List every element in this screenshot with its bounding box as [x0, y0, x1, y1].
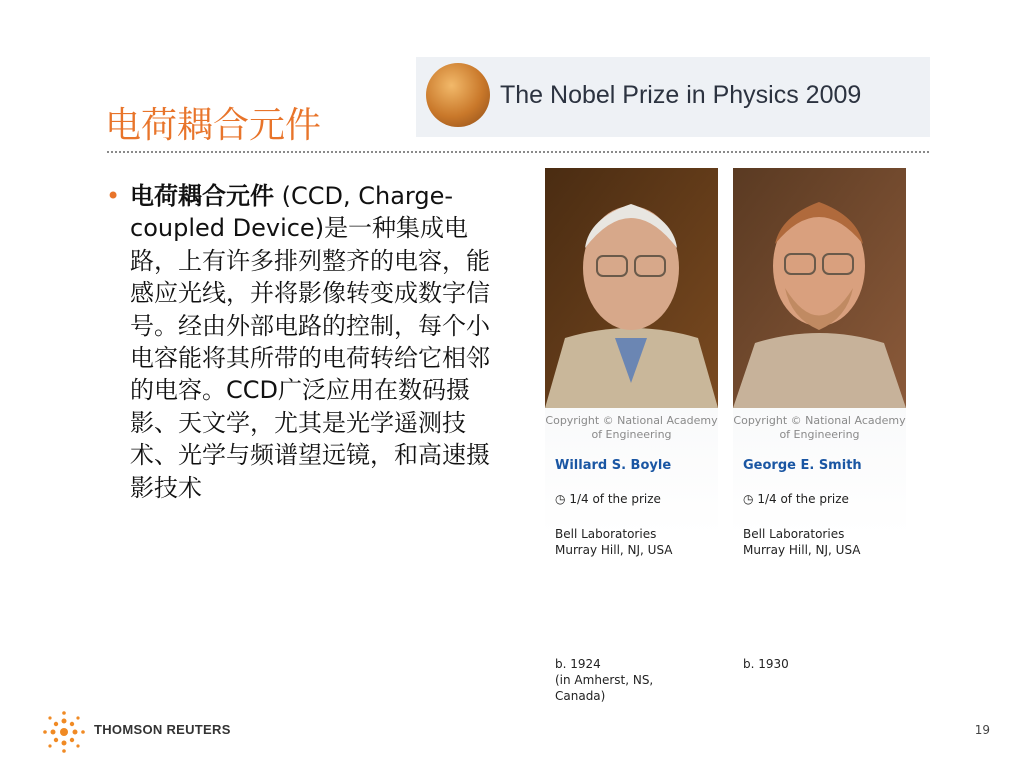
laureate-card-smith	[733, 168, 906, 628]
affiliation: Bell Laboratories Murray Hill, NJ, USA	[555, 527, 673, 558]
laureate-name-link[interactable]: George E. Smith	[743, 458, 862, 473]
laureate-card-boyle	[545, 168, 718, 628]
clock-icon: ◷	[555, 492, 566, 506]
portrait-photo	[545, 168, 718, 408]
title-divider	[107, 151, 929, 153]
page-number: 19	[974, 723, 990, 737]
brand-name: THOMSON REUTERS	[94, 722, 231, 737]
birth-info-smith: b. 1930	[743, 657, 789, 671]
bullet-bold-term: 电荷耦合元件	[130, 182, 274, 210]
clock-icon: ◷	[743, 492, 754, 506]
thomson-reuters-logo	[42, 710, 86, 754]
bullet-dot-icon: •	[106, 182, 121, 210]
photo-copyright: Copyright © National Academy of Engineering	[733, 414, 906, 442]
prize-share: ◷ 1/4 of the prize	[743, 492, 849, 506]
slide-title: 电荷耦合元件	[105, 105, 322, 146]
affiliation: Bell Laboratories Murray Hill, NJ, USA	[743, 527, 861, 558]
bullet-item	[106, 180, 506, 504]
laureate-name-link[interactable]: Willard S. Boyle	[555, 458, 672, 473]
banner-title: The Nobel Prize in Physics 2009	[500, 81, 862, 109]
birth-info-boyle: b. 1924 (in Amherst, NS, Canada)	[555, 657, 654, 704]
portrait-photo	[733, 168, 906, 408]
bullet-body: (CCD, Charge-coupled Device)是一种集成电路，上有许多排列整齐的电容，能感应光线，并将影像转变成数字信号。经由外部电路的控制，每个小电容能将其所带的电荷转给它相邻的电容。CCD广泛应用在数码摄影、天文学，尤其是光学遥测技术、光学与频谱望远镜，和高速摄影技术	[130, 182, 490, 502]
nobel-banner	[416, 57, 930, 137]
photo-copyright: Copyright © National Academy of Engineering	[545, 414, 718, 442]
prize-share: ◷ 1/4 of the prize	[555, 492, 661, 506]
medal-icon	[426, 63, 490, 127]
